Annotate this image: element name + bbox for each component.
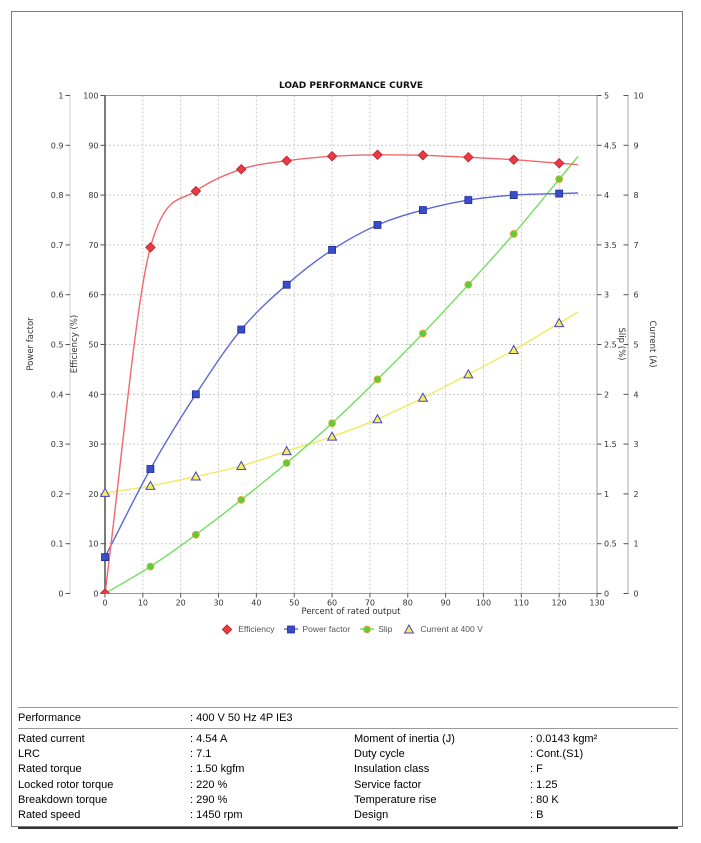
svg-text:5: 5: [604, 91, 610, 101]
svg-text:9: 9: [633, 141, 639, 151]
series-line-efficiency: [105, 155, 578, 594]
svg-text:6: 6: [633, 290, 639, 300]
spec-value: : 80 K: [530, 793, 559, 806]
svg-text:110: 110: [513, 598, 529, 608]
svg-text:80: 80: [88, 191, 99, 201]
table-row: [354, 778, 678, 793]
x-axis-ticks: [102, 594, 604, 608]
svg-text:2: 2: [604, 390, 610, 400]
svg-text:0: 0: [102, 598, 108, 608]
axes: [51, 92, 644, 608]
diamond-marker-icon: [373, 150, 382, 159]
legend-item-slip: [359, 623, 392, 635]
circle-marker-icon: [364, 626, 371, 633]
svg-text:1.5: 1.5: [604, 440, 617, 450]
diamond-marker-icon: [191, 186, 200, 195]
spec-label: Rated current: [18, 733, 85, 745]
svg-text:0.1: 0.1: [50, 539, 64, 549]
legend-item-power-factor: [283, 623, 350, 635]
svg-text:70: 70: [88, 240, 99, 250]
slip-axis-title: Slip (%): [616, 327, 626, 361]
spec-value: : 220 %: [190, 778, 228, 791]
table-row: [18, 808, 342, 823]
spec-value: : 1450 rpm: [190, 809, 243, 822]
svg-text:0.6: 0.6: [50, 290, 64, 300]
spec-label: LRC: [18, 748, 41, 761]
svg-text:70: 70: [364, 598, 376, 608]
svg-text:0: 0: [93, 589, 99, 599]
table-row: [18, 778, 342, 793]
circle-marker-icon: [420, 330, 427, 337]
spec-label: Temperature rise: [354, 793, 437, 806]
y-axis-ticks: [83, 92, 105, 599]
svg-text:120: 120: [551, 598, 567, 608]
circle-marker-icon: [510, 231, 517, 238]
square-legend-marker-icon: [283, 623, 299, 635]
svg-text:7: 7: [633, 240, 639, 250]
data-col-left: [18, 732, 342, 823]
svg-text:5: 5: [633, 340, 639, 350]
table-row: [354, 732, 678, 747]
circle-marker-icon: [556, 176, 563, 183]
diamond-marker-icon: [554, 159, 563, 168]
triangle-marker-icon: [464, 370, 473, 378]
table-row: [18, 747, 342, 762]
circle-marker-icon: [465, 281, 472, 288]
svg-text:10: 10: [88, 539, 99, 549]
circle-legend-marker-icon: [359, 623, 375, 635]
efficiency-axis-title: Efficiency (%): [70, 314, 80, 374]
table-row: [354, 808, 678, 823]
y-axis-ticks: [597, 92, 617, 599]
spec-label: Rated speed: [18, 809, 81, 822]
diamond-marker-icon: [223, 625, 232, 634]
svg-text:0.7: 0.7: [50, 240, 64, 250]
circle-marker-icon: [374, 376, 381, 383]
legend-label: Slip: [378, 624, 393, 634]
svg-text:0.2: 0.2: [50, 489, 64, 499]
current-axis-title: Current (A): [647, 320, 657, 368]
spec-label: Locked rotor torque: [18, 778, 114, 791]
square-marker-icon: [329, 246, 336, 253]
square-marker-icon: [556, 190, 563, 197]
svg-text:20: 20: [88, 489, 99, 499]
spec-label: Insulation class: [354, 763, 430, 776]
series-line-slip: [105, 156, 578, 593]
square-marker-icon: [510, 192, 517, 199]
data-col-right: [354, 732, 678, 823]
svg-text:40: 40: [251, 598, 262, 608]
svg-text:4: 4: [633, 390, 639, 400]
circle-marker-icon: [147, 563, 154, 570]
svg-text:60: 60: [88, 290, 99, 300]
diamond-marker-icon: [237, 165, 246, 174]
spec-value: : 7.1: [190, 748, 212, 761]
spec-value: : 0.0143 kgm²: [530, 733, 598, 745]
svg-text:80: 80: [402, 598, 413, 608]
svg-text:30: 30: [213, 598, 224, 608]
square-marker-icon: [283, 281, 290, 288]
svg-text:100: 100: [83, 91, 99, 101]
spec-table-body: [18, 729, 678, 829]
svg-text:1: 1: [604, 489, 610, 499]
triangle-marker-icon: [555, 319, 564, 327]
spec-value: : 4.54 A: [190, 733, 228, 745]
svg-text:0: 0: [633, 589, 639, 599]
spec-value: : F: [530, 763, 543, 776]
spec-label: Service factor: [354, 778, 422, 791]
square-marker-icon: [192, 391, 199, 398]
spec-value: : 1.50 kgfm: [190, 763, 245, 776]
square-marker-icon: [374, 221, 381, 228]
triangle-marker-icon: [373, 415, 382, 423]
series-line-current-at-400-v: [105, 312, 578, 493]
spec-label: Duty cycle: [354, 748, 405, 761]
svg-text:10: 10: [633, 91, 644, 101]
svg-text:0: 0: [604, 589, 610, 599]
svg-text:2: 2: [633, 489, 639, 499]
svg-text:0.5: 0.5: [604, 539, 617, 549]
legend-label: Power factor: [302, 624, 351, 634]
spec-value: : 290 %: [190, 793, 228, 806]
svg-text:50: 50: [88, 340, 99, 350]
diamond-marker-icon: [509, 155, 518, 164]
svg-text:0: 0: [58, 589, 64, 599]
legend-label: Current at 400 V: [420, 624, 483, 634]
svg-text:1: 1: [58, 91, 64, 101]
chart-legend: [105, 623, 597, 635]
legend-item-efficiency: [219, 623, 274, 635]
table-row: [18, 707, 678, 729]
table-row: [18, 793, 342, 808]
svg-text:20: 20: [175, 598, 186, 608]
svg-text:3.5: 3.5: [604, 240, 617, 250]
spec-label: Moment of inertia (J): [354, 733, 455, 745]
power-factor-axis-title: Power factor: [26, 317, 36, 371]
svg-text:2.5: 2.5: [604, 340, 617, 350]
svg-text:10: 10: [137, 598, 148, 608]
y-axis-ticks: [51, 92, 70, 599]
svg-text:8: 8: [633, 191, 639, 201]
svg-text:90: 90: [88, 141, 99, 151]
diamond-marker-icon: [282, 156, 291, 165]
svg-text:0.5: 0.5: [50, 340, 64, 350]
square-marker-icon: [147, 466, 154, 473]
table-row: [354, 793, 678, 808]
circle-marker-icon: [238, 496, 245, 503]
table-row: [354, 762, 678, 777]
legend-label: Efficiency: [238, 624, 275, 634]
series-line-power-factor: [105, 193, 578, 557]
spec-value: : 400 V 50 Hz 4P IE3: [190, 712, 293, 724]
svg-text:40: 40: [88, 390, 99, 400]
table-row: [354, 747, 678, 762]
diamond-marker-icon: [418, 151, 427, 160]
svg-text:100: 100: [475, 598, 492, 608]
diamond-marker-icon: [464, 153, 473, 162]
svg-text:4: 4: [604, 191, 610, 201]
svg-text:0.9: 0.9: [50, 141, 64, 151]
triangle-marker-icon: [405, 625, 414, 633]
svg-text:60: 60: [326, 598, 338, 608]
spec-label: Rated torque: [18, 763, 82, 776]
diamond-legend-marker-icon: [219, 623, 235, 635]
series-markers-slip: [102, 176, 563, 597]
diamond-marker-icon: [146, 243, 155, 252]
data-series: [100, 150, 578, 598]
square-marker-icon: [288, 626, 295, 633]
spec-table: [18, 707, 678, 829]
svg-text:3: 3: [604, 290, 610, 300]
circle-marker-icon: [283, 460, 290, 467]
square-marker-icon: [465, 197, 472, 204]
svg-text:0.8: 0.8: [50, 191, 64, 201]
table-row: [18, 762, 342, 777]
spec-value: : Cont.(S1): [530, 748, 584, 761]
x-axis-title: Percent of rated output: [301, 607, 401, 617]
svg-text:130: 130: [589, 598, 605, 608]
table-row: [18, 732, 342, 747]
circle-marker-icon: [192, 531, 199, 538]
spec-label: Breakdown torque: [18, 793, 108, 806]
spec-value: : 1.25: [530, 778, 558, 791]
spec-label: Design: [354, 809, 389, 822]
spec-label: Performance: [18, 712, 81, 724]
triangle-legend-marker-icon: [401, 623, 417, 635]
square-marker-icon: [419, 207, 426, 214]
spec-value: : B: [530, 809, 544, 822]
square-marker-icon: [102, 554, 109, 561]
chart-title: LOAD PERFORMANCE CURVE: [278, 81, 424, 91]
svg-text:30: 30: [88, 440, 99, 450]
legend-item-current-at-400-v: [401, 623, 482, 635]
triangle-marker-icon: [509, 345, 518, 353]
square-marker-icon: [238, 326, 245, 333]
svg-text:4.5: 4.5: [604, 141, 617, 151]
svg-text:3: 3: [633, 440, 639, 450]
svg-text:1: 1: [633, 539, 639, 549]
diamond-marker-icon: [327, 152, 336, 161]
svg-text:0.4: 0.4: [50, 390, 64, 400]
svg-text:0.3: 0.3: [50, 440, 64, 450]
svg-text:90: 90: [440, 598, 451, 608]
svg-text:50: 50: [289, 598, 300, 608]
circle-marker-icon: [329, 420, 336, 427]
